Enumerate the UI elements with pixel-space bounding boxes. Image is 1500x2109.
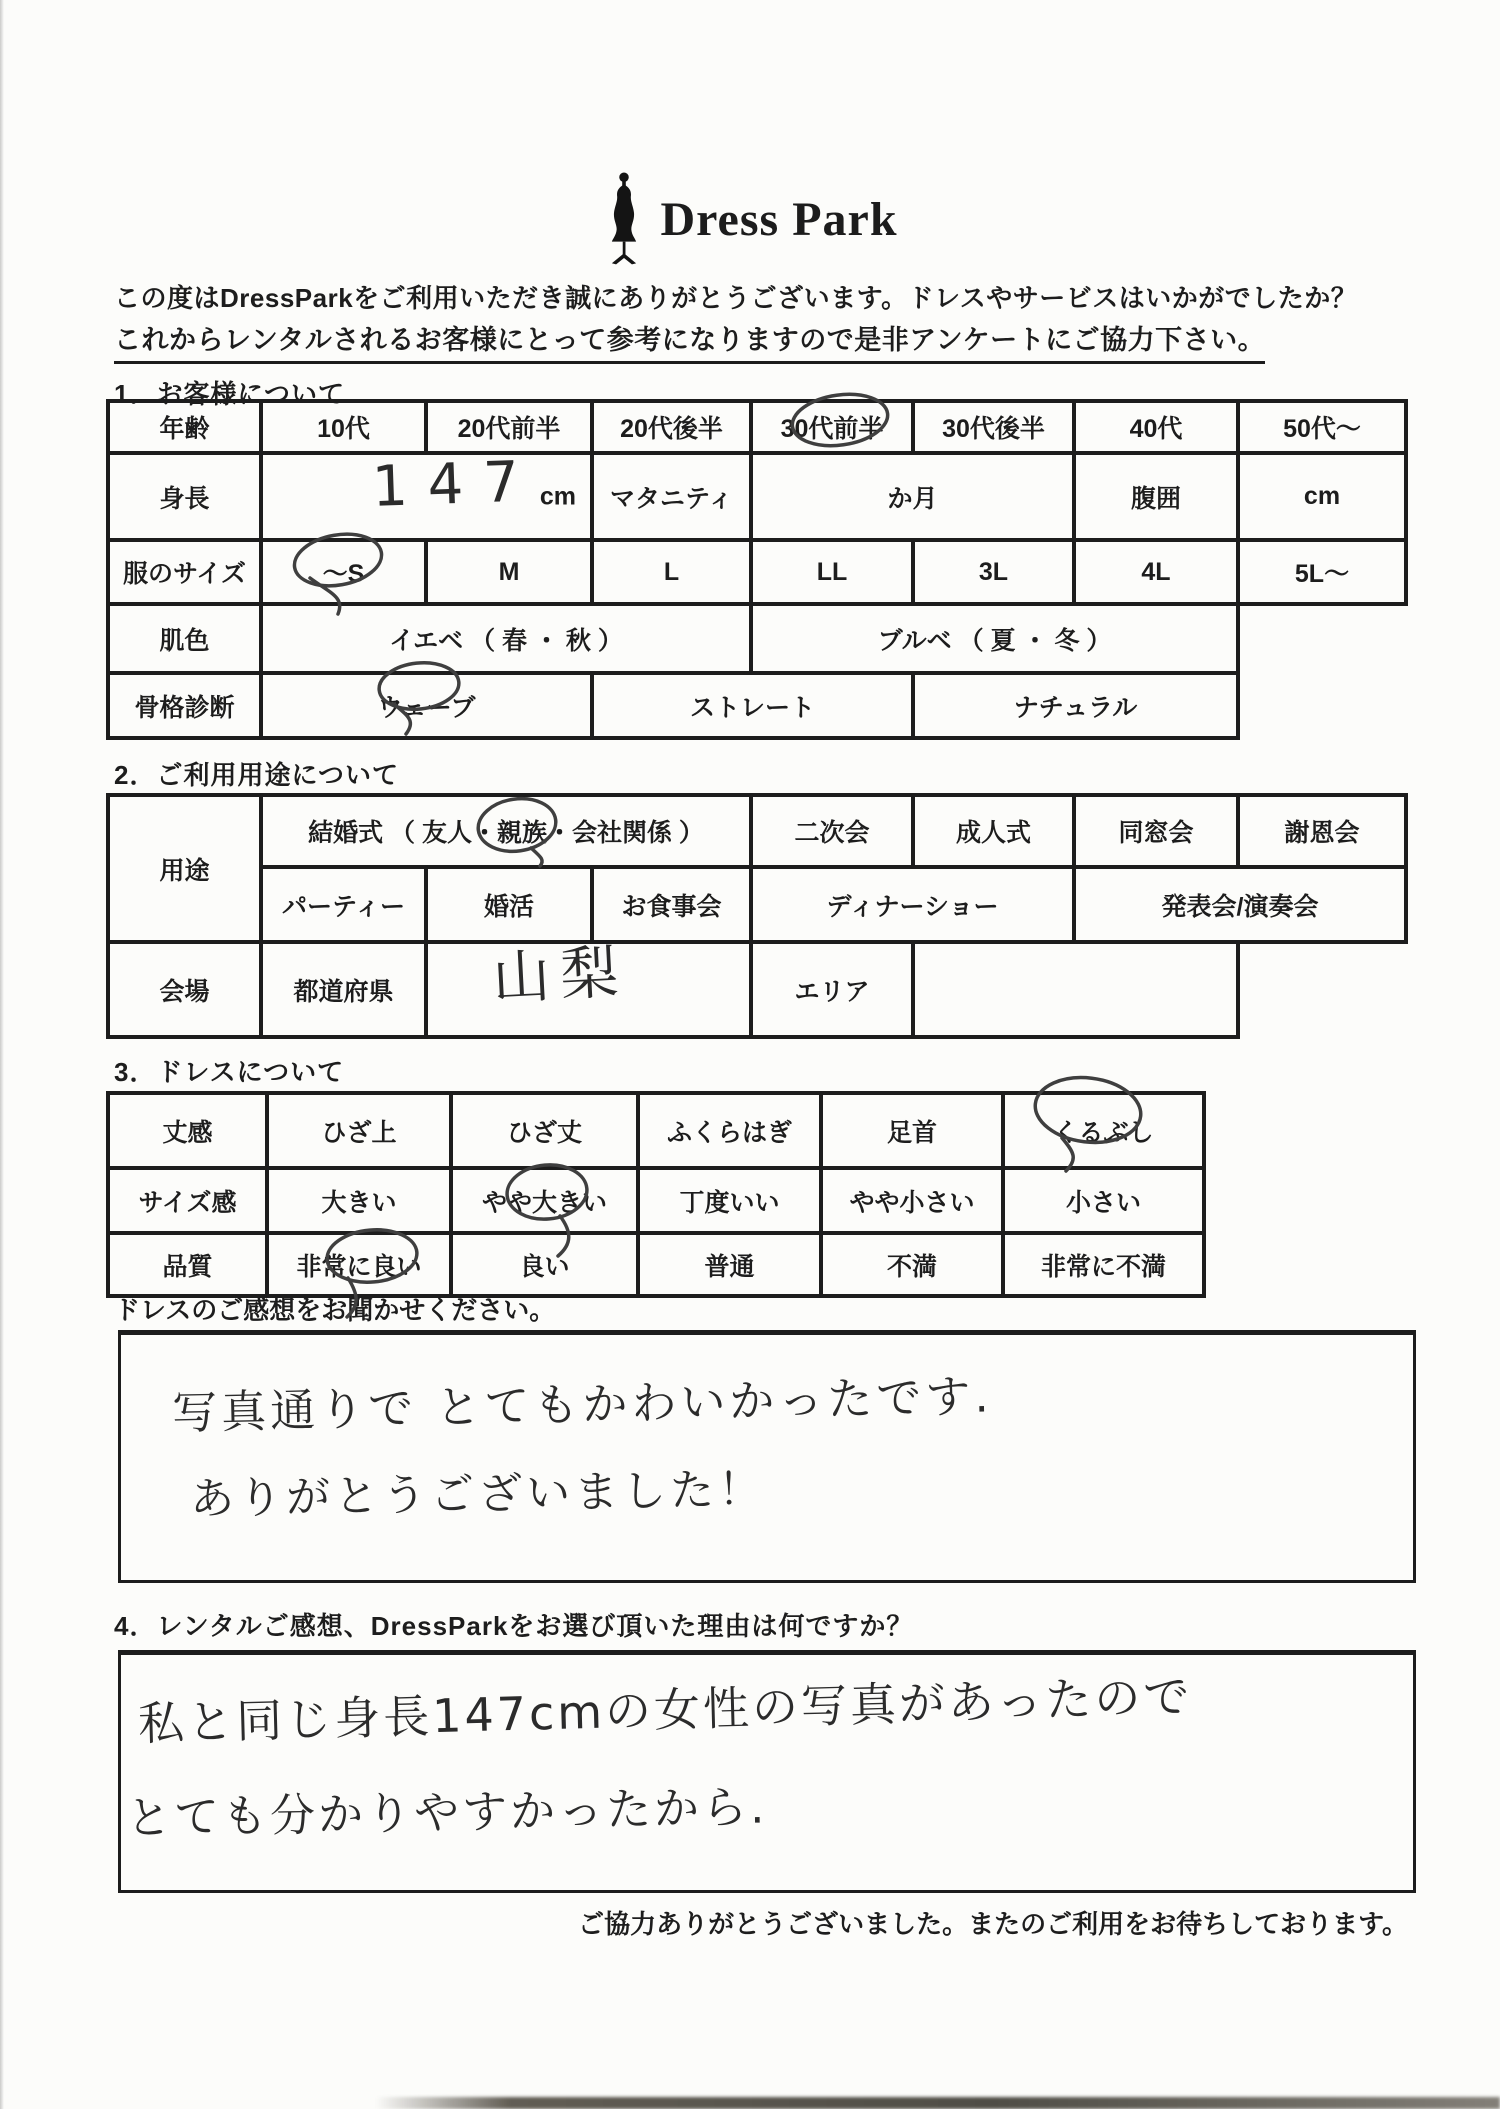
size-feel-option-circled: やや大きい — [451, 1168, 638, 1233]
skeleton-row — [108, 673, 1406, 738]
venue-label: 会場 — [108, 942, 261, 1037]
length-option: ひざ丈 — [451, 1093, 638, 1168]
height-label: 身長 — [108, 453, 261, 540]
handwritten-reason-line1: 私と同じ身長147cmの女性の写真があったので — [137, 1669, 1194, 1751]
dress-feedback-table — [106, 1091, 1206, 1298]
size-row — [108, 540, 1406, 604]
age-option: 20代後半 — [592, 401, 751, 453]
purpose-option: お食事会 — [592, 867, 751, 942]
age-label: 年齢 — [108, 401, 261, 453]
prefecture-label: 都道府県 — [261, 942, 426, 1037]
quality-option: 非常に不満 — [1003, 1233, 1204, 1296]
empty-cell — [1238, 604, 1406, 673]
handwritten-reason-line2: とても分かりやすかったから. — [125, 1780, 768, 1845]
skeleton-option: ストレート — [592, 673, 913, 738]
scan-edge-artifact — [0, 0, 4, 2109]
purpose-option: パーティー — [261, 867, 426, 942]
height-row — [108, 453, 1406, 540]
size-feel-option: 小さい — [1003, 1168, 1204, 1233]
handwritten-dress-comment-line2: ありがとうございました！ — [189, 1463, 767, 1526]
size-option: 3L — [913, 540, 1074, 604]
months-label: か月 — [751, 453, 1074, 540]
handwritten-height: 147 — [370, 449, 540, 520]
purpose-row-1 — [108, 795, 1406, 867]
dress-comment-prompt: ドレスのご感想をお聞かせください。 — [114, 1295, 556, 1325]
size-option: L — [592, 540, 751, 604]
section3-title: 3．ドレスについて — [114, 1057, 345, 1087]
purpose-option: 謝恩会 — [1238, 795, 1406, 867]
section2-title: 2．ご利用用途について — [114, 760, 399, 790]
logo — [0, 172, 1500, 267]
purpose-option: 婚活 — [426, 867, 592, 942]
size-option: LL — [751, 540, 913, 604]
maternity-label: マタニティ — [592, 453, 751, 540]
age-option: 20代前半 — [426, 401, 592, 453]
size-feel-label: サイズ感 — [108, 1168, 267, 1233]
scan-shadow-artifact — [375, 2097, 1500, 2109]
size-feel-row — [108, 1168, 1204, 1233]
purpose-option: 二次会 — [751, 795, 913, 867]
dress-form-icon — [602, 172, 646, 267]
quality-row — [108, 1233, 1204, 1296]
skin-tone-label: 肌色 — [108, 604, 261, 673]
skin-tone-row — [108, 604, 1406, 673]
length-row — [108, 1093, 1204, 1168]
quality-option: 不満 — [821, 1233, 1003, 1296]
length-option: ひざ上 — [267, 1093, 451, 1168]
length-label: 丈感 — [108, 1093, 267, 1168]
skeleton-option-circled: ウェーブ — [261, 673, 592, 738]
size-option: 4L — [1074, 540, 1238, 604]
belly-label: 腹囲 — [1074, 453, 1238, 540]
height-unit: cm — [539, 482, 576, 510]
age-option: 10代 — [261, 401, 426, 453]
age-option-circled: 30代前半 — [751, 401, 913, 453]
area-write-in-cell — [913, 942, 1238, 1037]
skin-tone-option: ブルベ （ 夏 ・ 冬 ） — [751, 604, 1238, 673]
size-feel-option: 丁度いい — [638, 1168, 821, 1233]
area-label: エリア — [751, 942, 913, 1037]
age-option: 40代 — [1074, 401, 1238, 453]
skeleton-label: 骨格診断 — [108, 673, 261, 738]
empty-cell — [1238, 673, 1406, 738]
purpose-option: 同窓会 — [1074, 795, 1238, 867]
purpose-row-2 — [108, 867, 1406, 942]
section1-title: 1．お客様について — [114, 379, 345, 409]
age-row — [108, 401, 1406, 453]
age-option: 50代〜 — [1238, 401, 1406, 453]
section4-title: 4．レンタルご感想、DressParkをお選び頂いた理由は何ですか？ — [114, 1611, 914, 1641]
purpose-label: 用途 — [108, 795, 261, 942]
size-feel-option: 大きい — [267, 1168, 451, 1233]
size-label: 服のサイズ — [108, 540, 261, 604]
length-option-circled: くるぶし — [1003, 1093, 1204, 1168]
purpose-option: 成人式 — [913, 795, 1074, 867]
skin-tone-option: イエベ （ 春 ・ 秋 ） — [261, 604, 751, 673]
handwritten-dress-comment-line1: 写真通りで とてもかわいかったです. — [171, 1369, 994, 1440]
closing-message: ご協力ありがとうございました。またのご利用をお待ちしております。 — [578, 1909, 1408, 1939]
logo-text: Dress Park — [660, 193, 898, 246]
size-option: 5L〜 — [1238, 540, 1406, 604]
size-option: M — [426, 540, 592, 604]
customer-info-table — [106, 399, 1408, 740]
quality-option: 普通 — [638, 1233, 821, 1296]
size-option-circled: 〜S — [261, 540, 426, 604]
intro-line-1: この度はDressParkをご利用いただき誠にありがとうございます。ドレスやサービスはいかがでしたか？ — [114, 283, 1358, 313]
empty-cell — [1238, 942, 1406, 1037]
size-feel-option: やや小さい — [821, 1168, 1003, 1233]
purpose-option-wedding: 結婚式 （ 友人・親族・会社関係 ） — [261, 795, 751, 867]
venue-row — [108, 942, 1406, 1037]
usage-purpose-table — [106, 793, 1408, 1039]
quality-label: 品質 — [108, 1233, 267, 1296]
skeleton-option: ナチュラル — [913, 673, 1238, 738]
quality-option: 良い — [451, 1233, 638, 1296]
quality-option-circled: 非常に良い — [267, 1233, 451, 1296]
age-option: 30代後半 — [913, 401, 1074, 453]
handwritten-prefecture: 山梨 — [490, 937, 630, 1013]
length-option: 足首 — [821, 1093, 1003, 1168]
intro-line-2: これからレンタルされるお客様にとって参考になりますので是非アンケートにご協力下さい。 — [114, 318, 1265, 364]
belly-unit: cm — [1238, 453, 1406, 540]
purpose-option: 発表会/演奏会 — [1074, 867, 1406, 942]
purpose-option: ディナーショー — [751, 867, 1074, 942]
length-option: ふくらはぎ — [638, 1093, 821, 1168]
